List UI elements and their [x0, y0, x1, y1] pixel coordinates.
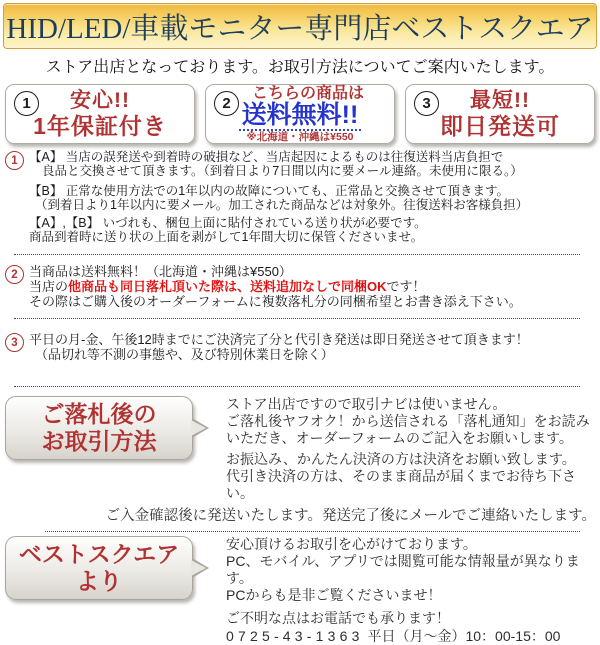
store-message-line: PCからも是非ご覧くださいませ！ [226, 587, 442, 603]
badge-warranty-line2: 1年保証付き [33, 113, 167, 139]
section-shipping-fee [5, 264, 596, 309]
transaction-method-bubble [5, 396, 193, 460]
subtitle: ストア出店となっております。お取引方法についてご案内いたします。 [45, 59, 555, 76]
divider [14, 318, 580, 319]
badge-free-shipping-line2: 送料無料!! [239, 102, 362, 131]
badge-fast-shipping-line1: 最短!! [470, 89, 530, 112]
shipping-line: 当商品は送料無料！（北海道・沖縄は¥550） [29, 264, 292, 279]
shipping-line-highlight: 他商品も同日落札頂いた際は、送料追加なしで同梱OK [68, 279, 387, 294]
badge-warranty-line1: 安心!! [70, 89, 130, 112]
transaction-line: ストア出店ですので取引ナビは使いません。 [226, 396, 507, 412]
store-message-bubble [5, 536, 193, 600]
transaction-method-block [5, 396, 596, 502]
store-message-line: PC、モバイル、アプリでは閲覧可能な情報量が異なります。 [226, 553, 580, 586]
section-shipping-fee-text [29, 264, 522, 309]
store-message-block [5, 536, 596, 645]
badge-free-shipping-note: ※北海道・沖縄は¥550 [246, 130, 354, 143]
circled-3-icon: 3 [414, 91, 439, 116]
bubble-title-line: より [76, 568, 122, 594]
divider [14, 254, 580, 255]
store-info-page [0, 3, 600, 644]
section-3-number-icon: 3 [5, 333, 24, 352]
warranty-line: 良品と交換させて頂きます。（到着日より7日間以内に要メール連絡。未使用に限る。） [42, 164, 523, 178]
section-2-number-icon: 2 [5, 265, 24, 284]
bubble-title-line: お取引方法 [41, 428, 157, 454]
same-day-line: 平日の月-金、午後12時までにご決済完了分と代引き発送は即日発送させて頂きます！ [29, 332, 529, 347]
badge-free-shipping-line1: こちらの商品は [251, 84, 364, 102]
badge-row [5, 84, 595, 144]
phone-line [226, 628, 596, 645]
page-title: HID/LED/車載モニター専門店ベストスクエア [6, 12, 594, 45]
transaction-line: 代引き決済の方は、そのまま商品が届くまでお待ち下さい。 [226, 468, 576, 501]
header-banner [3, 3, 597, 49]
circled-1-icon: 1 [14, 91, 39, 116]
same-day-line: （品切れ等不測の事態や、及び特別休業日を除く） [35, 347, 334, 362]
warranty-line: 商品到着時に送り状の上面を剥がして1年間大切に保管くださいませ。 [29, 230, 424, 244]
warranty-line: 【B】 正常な使用方法での1年以内の故障についても、正常品と交換させて頂きます。 [29, 184, 510, 198]
phone-hours: 平日（月～金）10：00-15：00 [363, 628, 561, 644]
shipping-line-post: です！ [386, 279, 426, 294]
badge-fast-shipping [405, 84, 595, 144]
store-message-line: 安心頂けるお取引を心がけております。 [226, 536, 477, 552]
transaction-line: ご落札後ヤフオク！から送信される「落札通知」をお読み [226, 413, 590, 429]
store-message-text [226, 536, 596, 645]
transaction-line: いただき、オーダーフォームのご記入をお願いします。 [226, 430, 573, 446]
divider [45, 531, 580, 532]
warranty-line: 【A】 当店の誤発送や到着時の破損など、当店起因によるものは往復送料当店負担で [29, 150, 504, 164]
payment-confirm-note: ご入金確認後に発送いたします。発送完了後にメールでご連絡いたします。 [105, 508, 596, 524]
shipping-line-pre: 当店の [29, 279, 69, 294]
bubble-title-line: ご落札後の [41, 401, 157, 427]
warranty-line: 【A】,【B】 いづれも、梱包上面に貼付されている送り状が必要です。 [29, 216, 427, 230]
phone-number: 0725-43-1363 [226, 628, 364, 644]
transaction-line: お振込み、かんたん決済の方は決済をお願い致します。 [226, 451, 576, 467]
bubble-title-line: ベストスクエア [18, 541, 180, 567]
section-1-number-icon: 1 [5, 151, 24, 170]
speech-pointer-icon [191, 420, 206, 436]
shipping-line: その際はご購入後のオーダーフォームに複数落札分の同梱希望とお書き添え下さい。 [29, 294, 522, 309]
section-warranty [5, 150, 596, 244]
phone-inquiry-label: ご不明な点はお電話でも承ります！ [226, 610, 450, 626]
badge-warranty [5, 84, 195, 144]
section-same-day-shipping [5, 332, 596, 362]
section-warranty-text [29, 150, 528, 244]
shipping-line [29, 279, 522, 294]
warranty-line: （到着日より1年以内に要メール。加工された商品などは対象外。往復送料お客様負担） [35, 198, 529, 212]
badge-fast-shipping-line2: 即日発送可 [440, 113, 560, 139]
circled-2-icon: 2 [214, 91, 239, 116]
badge-free-shipping [205, 84, 395, 144]
speech-pointer-icon [191, 560, 206, 576]
divider [14, 386, 580, 387]
transaction-method-text [226, 396, 596, 502]
section-same-day-text [29, 332, 529, 362]
